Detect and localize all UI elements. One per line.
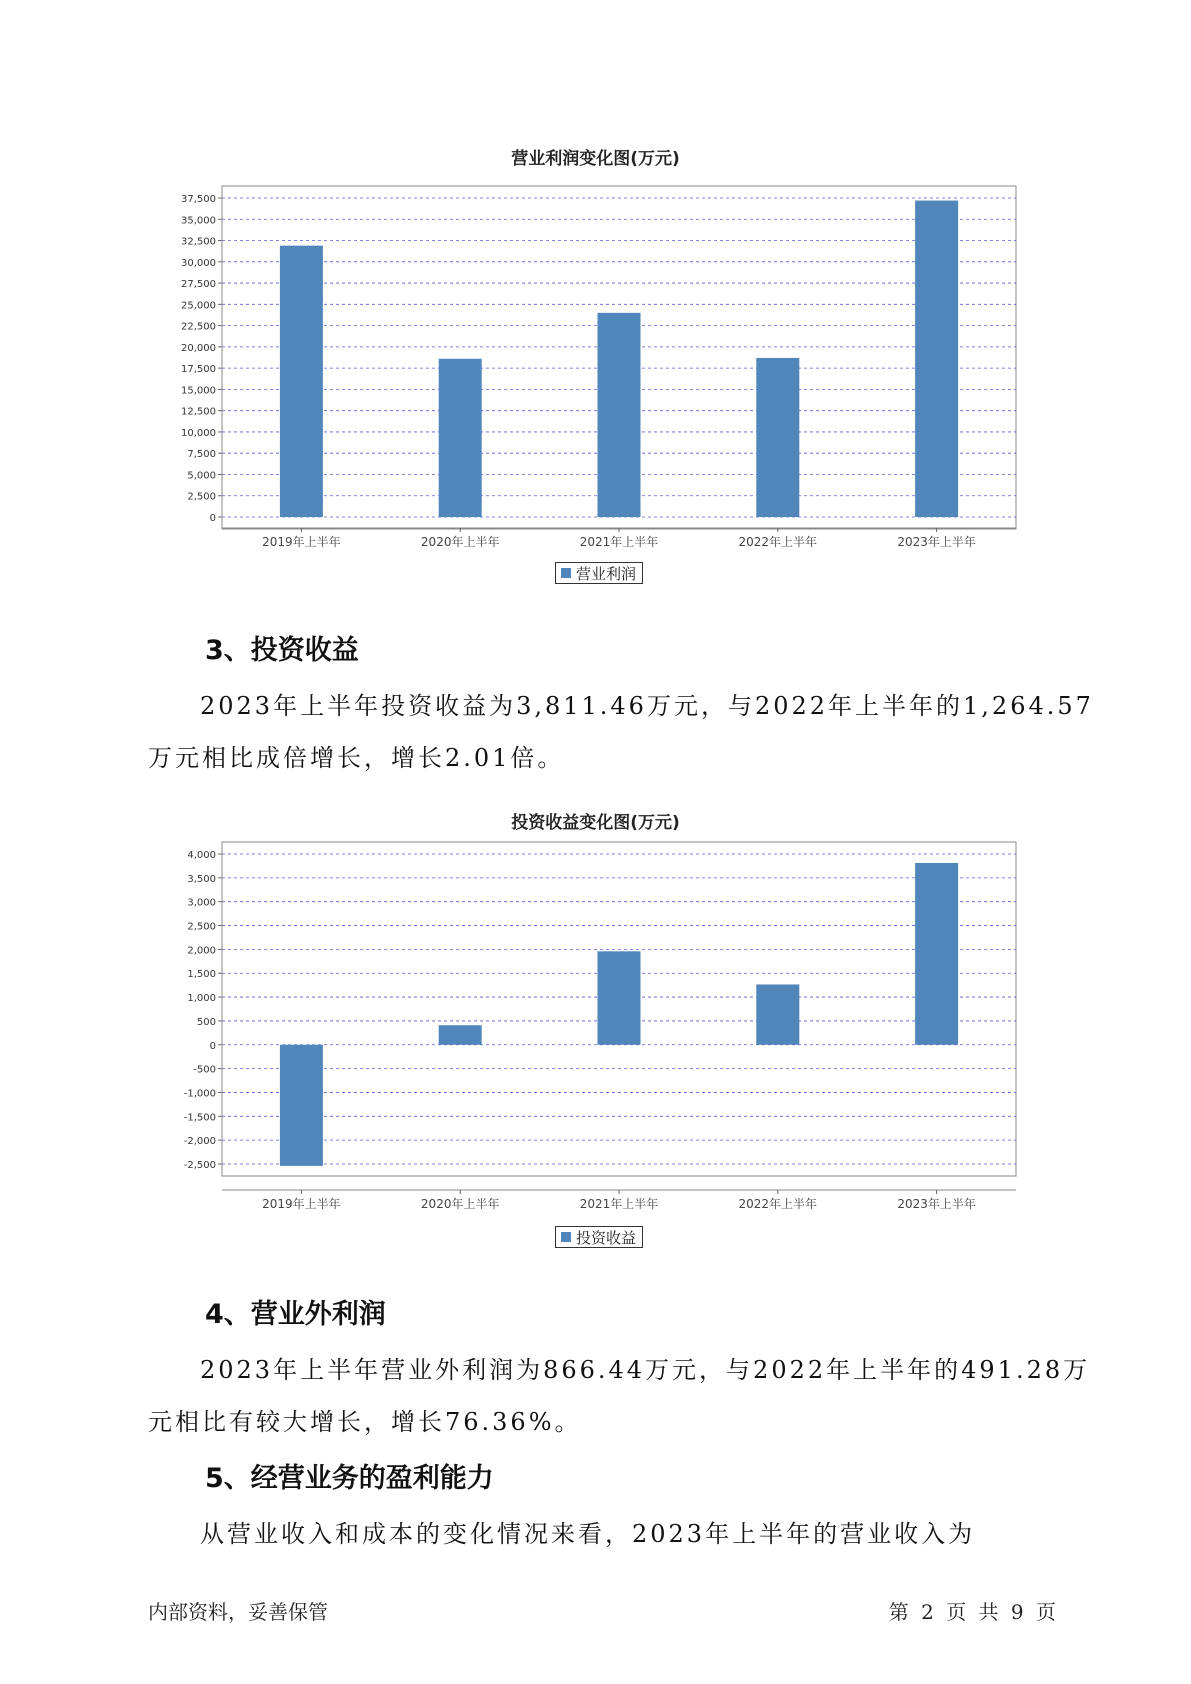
paragraph-line: 万元相比成倍增长，增长2.01倍。 [148, 744, 565, 772]
y-tick-label: 0 [209, 1040, 216, 1052]
y-tick-label: 7,500 [187, 449, 216, 461]
y-tick-label: -500 [193, 1064, 216, 1076]
x-tick-label: 2021年上半年 [579, 1197, 659, 1211]
y-tick-label: 22,500 [181, 321, 216, 333]
x-tick-label: 2021年上半年 [579, 535, 659, 549]
y-tick-label: 35,000 [181, 215, 216, 227]
bar [756, 984, 799, 1044]
y-tick-label: 25,000 [181, 300, 216, 312]
y-tick-label: 3,000 [187, 897, 216, 909]
y-tick-label: 10,000 [181, 427, 216, 439]
operating-profit-chart [0, 160, 1191, 549]
y-tick-label: 500 [196, 1016, 216, 1028]
y-tick-label: 2,000 [187, 945, 216, 957]
section-heading-non-operating-profit: 4、营业外利润 [205, 1299, 386, 1330]
x-tick-label: 2022年上半年 [738, 1197, 818, 1211]
legend-label: 投资收益 [576, 1228, 637, 1247]
y-tick-label: 5,000 [187, 470, 216, 482]
y-tick-label: -1,000 [183, 1088, 216, 1100]
paragraph-profitability [148, 1508, 1048, 1560]
y-tick-label: 37,500 [181, 194, 216, 205]
x-tick-label: 2022年上半年 [738, 535, 818, 549]
y-tick-label: 3,500 [187, 873, 216, 885]
footer-page-number: 第 2 页 共 9 页 [888, 1600, 1056, 1624]
bar [439, 1025, 482, 1045]
y-tick-label: 20,000 [181, 342, 216, 354]
y-tick-label: 1,500 [187, 969, 216, 981]
legend-swatch [561, 568, 571, 578]
x-tick-label: 2020年上半年 [420, 1197, 500, 1211]
y-tick-label: -2,500 [183, 1160, 216, 1171]
bar [598, 313, 641, 517]
bar [915, 863, 958, 1045]
legend-label: 营业利润 [576, 564, 637, 583]
chart-legend-investment-income [555, 1226, 643, 1248]
chart-legend-operating-profit [555, 562, 643, 584]
paragraph-line: 2023年上半年营业外利润为866.44万元，与2022年上半年的491.28万 [200, 1356, 1091, 1384]
y-tick-label: -1,500 [183, 1112, 216, 1124]
bar [598, 951, 641, 1044]
paragraph-line: 2023年上半年投资收益为3,811.46万元，与2022年上半年的1,264.57 [200, 692, 1094, 720]
chart-title-investment-income: 投资收益变化图(万元) [511, 813, 680, 833]
y-tick-label: -2,000 [183, 1136, 216, 1148]
footer-confidential-note: 内部资料，妥善保管 [148, 1600, 328, 1624]
y-tick-label: 4,000 [187, 850, 216, 861]
investment-income-chart [0, 828, 1191, 1218]
paragraph-non-operating-profit [148, 1344, 1091, 1448]
bar [756, 358, 799, 517]
y-tick-label: 0 [209, 513, 216, 524]
y-tick-label: 2,500 [187, 921, 216, 933]
y-tick-label: 2,500 [187, 491, 216, 503]
x-tick-label: 2019年上半年 [262, 535, 341, 549]
section-heading-investment-income: 3、投资收益 [205, 635, 359, 666]
section-heading-profitability: 5、经营业务的盈利能力 [205, 1463, 494, 1494]
x-tick-label: 2023年上半年 [897, 535, 976, 549]
paragraph-investment-income [148, 680, 1094, 784]
x-tick-label: 2020年上半年 [420, 535, 500, 549]
y-tick-label: 17,500 [181, 364, 216, 376]
y-tick-label: 30,000 [181, 257, 216, 269]
bar [280, 1045, 323, 1166]
y-tick-label: 15,000 [181, 385, 216, 397]
x-tick-label: 2023年上半年 [897, 1197, 976, 1211]
bar [280, 246, 323, 517]
y-tick-label: 32,500 [181, 236, 216, 248]
legend-swatch [561, 1232, 571, 1242]
paragraph-line: 从营业收入和成本的变化情况来看，2023年上半年的营业收入为 [200, 1520, 976, 1548]
x-tick-label: 2019年上半年 [262, 1197, 341, 1211]
y-tick-label: 1,000 [187, 993, 216, 1005]
chart-title-operating-profit: 营业利润变化图(万元) [511, 149, 680, 169]
bar [439, 359, 482, 517]
y-tick-label: 27,500 [181, 279, 216, 291]
y-tick-label: 12,500 [181, 406, 216, 418]
bar [915, 201, 958, 517]
paragraph-line: 元相比有较大增长，增长76.36%。 [148, 1408, 582, 1436]
